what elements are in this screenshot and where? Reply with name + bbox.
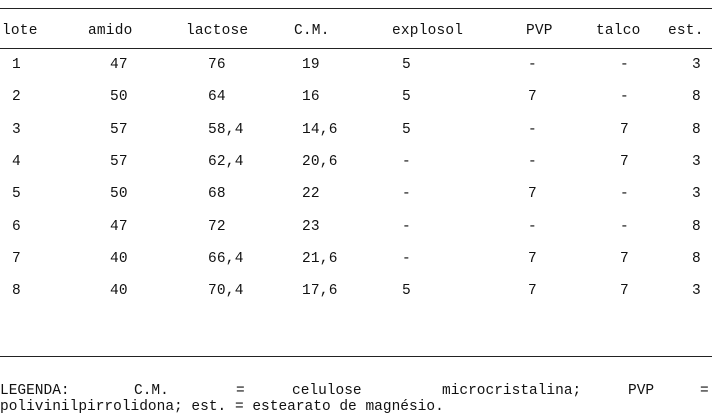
table-cell-explosol: -: [402, 153, 411, 170]
table-cell-lote: 8: [12, 283, 21, 300]
column-header-cm: C.M.: [294, 23, 330, 39]
table-cell-cm: 22: [302, 186, 320, 203]
table-cell-amido: 47: [110, 57, 128, 73]
table-cell-est: 8: [692, 89, 701, 106]
table-cell-talco: 7: [620, 121, 629, 138]
table-cell-amido: 40: [110, 250, 128, 267]
column-header-explosol: explosol: [392, 23, 464, 39]
table-cell-pvp: -: [528, 57, 537, 73]
table-cell-lote: 1: [12, 57, 21, 73]
legend-word: PVP: [628, 383, 655, 399]
table-cell-explosol: -: [402, 186, 411, 203]
table-cell-pvp: 7: [528, 186, 537, 203]
table-cell-est: 3: [692, 186, 701, 203]
table-cell-explosol: -: [402, 218, 411, 235]
legend-word: LEGENDA:: [0, 383, 70, 399]
table-cell-cm: 16: [302, 89, 320, 106]
table-cell-cm: 20,6: [302, 153, 338, 170]
table-cell-lactose: 58,4: [208, 121, 244, 138]
table-cell-lote: 7: [12, 250, 21, 267]
table-cell-lactose: 72: [208, 218, 226, 235]
table-cell-lote: 2: [12, 89, 21, 106]
table-cell-lote: 6: [12, 218, 21, 235]
legend-word: C.M.: [134, 383, 169, 399]
table-cell-est: 3: [692, 283, 701, 300]
table-cell-lactose: 70,4: [208, 283, 244, 300]
table-cell-pvp: 7: [528, 283, 537, 300]
legend-word: celulose: [292, 383, 362, 399]
table-cell-talco: 7: [620, 153, 629, 170]
table-cell-lactose: 62,4: [208, 153, 244, 170]
table-cell-amido: 40: [110, 283, 128, 300]
table-cell-lote: 5: [12, 186, 21, 203]
table-cell-pvp: 7: [528, 250, 537, 267]
table-cell-talco: 7: [620, 283, 629, 300]
column-header-lote: lote: [2, 23, 38, 39]
column-header-pvp: PVP: [526, 23, 553, 39]
table-cell-est: 3: [692, 57, 701, 73]
table-cell-explosol: 5: [402, 283, 411, 300]
column-header-est: est.: [668, 23, 704, 39]
column-header-lactose: lactose: [186, 23, 249, 39]
table-cell-lactose: 64: [208, 89, 226, 106]
column-header-amido: amido: [88, 23, 133, 39]
table-cell-cm: 17,6: [302, 283, 338, 300]
table-cell-pvp: 7: [528, 89, 537, 106]
table-cell-lactose: 68: [208, 186, 226, 203]
table-cell-talco: -: [620, 89, 629, 106]
table-cell-est: 8: [692, 121, 701, 138]
table-cell-amido: 50: [110, 186, 128, 203]
table-cell-est: 8: [692, 218, 701, 235]
legend-word: =: [236, 383, 245, 399]
table-cell-pvp: -: [528, 218, 537, 235]
table-cell-cm: 21,6: [302, 250, 338, 267]
table-cell-pvp: -: [528, 121, 537, 138]
legend: [0, 383, 712, 415]
legend-line-2: [0, 399, 712, 415]
table-cell-cm: 23: [302, 218, 320, 235]
table-cell-lote: 4: [12, 153, 21, 170]
table-cell-explosol: 5: [402, 57, 411, 73]
legend-line-2-text: polivinilpirrolidona; est. = estearato de magnésio.: [0, 399, 444, 415]
table-cell-amido: 47: [110, 218, 128, 235]
table-cell-lote: 3: [12, 121, 21, 138]
table-cell-lactose: 66,4: [208, 250, 244, 267]
table-cell-amido: 50: [110, 89, 128, 106]
table-cell-est: 8: [692, 250, 701, 267]
column-header-talco: talco: [596, 23, 641, 39]
table-cell-talco: -: [620, 218, 629, 235]
table-cell-cm: 14,6: [302, 121, 338, 138]
legend-word: microcristalina;: [442, 383, 582, 399]
table-top-rule: [0, 8, 712, 9]
table-cell-talco: -: [620, 57, 629, 73]
table-cell-amido: 57: [110, 153, 128, 170]
legend-word: =: [700, 383, 709, 399]
table-cell-explosol: -: [402, 250, 411, 267]
table-cell-pvp: -: [528, 153, 537, 170]
table-bottom-rule: [0, 356, 712, 357]
table-cell-est: 3: [692, 153, 701, 170]
table-cell-amido: 57: [110, 121, 128, 138]
legend-line-1: [0, 383, 712, 399]
table-cell-talco: 7: [620, 250, 629, 267]
header-bottom-rule: [0, 48, 712, 49]
table-cell-explosol: 5: [402, 89, 411, 106]
table-cell-cm: 19: [302, 57, 320, 73]
table-cell-talco: -: [620, 186, 629, 203]
table-cell-lactose: 76: [208, 57, 226, 73]
table-cell-explosol: 5: [402, 121, 411, 138]
